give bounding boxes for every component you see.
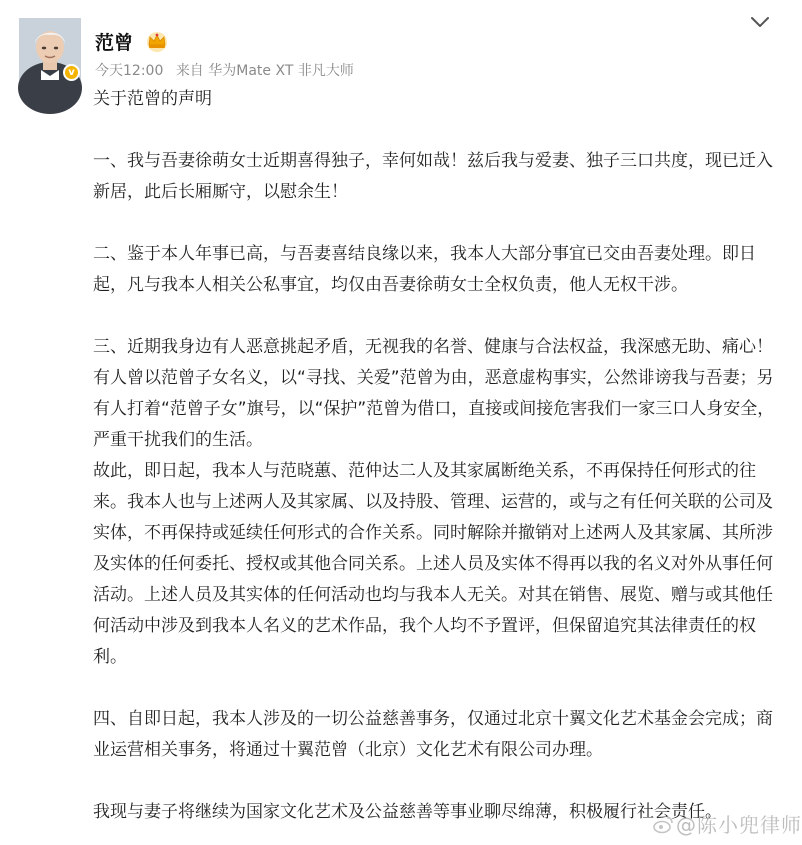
author-row — [95, 28, 169, 54]
paragraph-gap — [93, 766, 778, 797]
paragraph-gap — [93, 208, 778, 239]
post-body — [93, 84, 778, 828]
watermark — [652, 809, 802, 838]
paragraph-5: 四、自即日起，我本人涉及的一切公益慈善事务，仅通过北京十翼文化艺术基金会完成；商业运营相关事务，将通过十翼范曾（北京）文化艺术有限公司办理。 — [93, 709, 773, 760]
paragraph-3: 三、近期我身边有人恶意挑起矛盾，无视我的名誉、健康与合法权益，我深感无助、痛心！有人曾以范曾子女名义，以“寻找、关爱”范曾为由，恶意虚构事实，公然诽谤我与吾妻；另有人打着“范曾子女”旗号，以“保护”范曾为借口，直接或间接危害我们一家三口人身安全，严重干扰我们的生活。 — [93, 337, 775, 450]
post-title: 关于范曾的声明 — [93, 89, 212, 109]
crown-icon[interactable] — [145, 30, 169, 52]
post-source[interactable]: 来自 华为Mate XT 非凡大师 — [175, 63, 354, 79]
verified-badge-icon: v — [63, 64, 80, 81]
paragraph-1: 一、我与吾妻徐萌女士近期喜得独子，幸何如哉！兹后我与爱妻、独子三口共度，现已迁入新居，此后长厢厮守，以慰余生！ — [93, 151, 773, 202]
chevron-down-icon[interactable] — [748, 14, 772, 32]
paragraph-gap — [93, 673, 778, 704]
paragraph-gap — [93, 301, 778, 332]
post-meta — [95, 60, 362, 80]
watermark-text: @陈小兜律师 — [676, 813, 802, 837]
paragraph-6: 我现与妻子将继续为国家文化艺术及公益慈善等事业聊尽绵薄，积极履行社会责任。 — [93, 802, 722, 822]
weibo-logo-icon — [652, 814, 674, 834]
author-name[interactable]: 范曾 — [95, 31, 134, 54]
paragraph-4: 故此，即日起，我本人与范晓蕙、范仲达二人及其家属断绝关系，不再保持任何形式的往来。我本人也与上述两人及其家属、以及持股、管理、运营的，或与之有任何关联的公司及实体，不再保持或延续任何形式的合作关系。同时解除并撤销对上述两人及其家属、其所涉及实体的任何委托、授权或其他合同关系。上述人员及实体不得再以我的名义对外从事任何活动。上述人员及其实体的任何活动也均与我本人无关。对其在销售、展览、赠与或其他任何活动中涉及到我本人名义的艺术作品，我个人均不予置评，但保留追究其法律责任的权利。 — [93, 461, 773, 667]
post-time: 今天12:00 — [95, 63, 164, 79]
paragraph-gap — [93, 115, 778, 146]
paragraph-2: 二、鉴于本人年事已高，与吾妻喜结良缘以来，我本人大部分事宜已交由吾妻处理。即日起，凡与我本人相关公私事宜，均仅由吾妻徐萌女士全权负责，他人无权干涉。 — [93, 244, 756, 295]
